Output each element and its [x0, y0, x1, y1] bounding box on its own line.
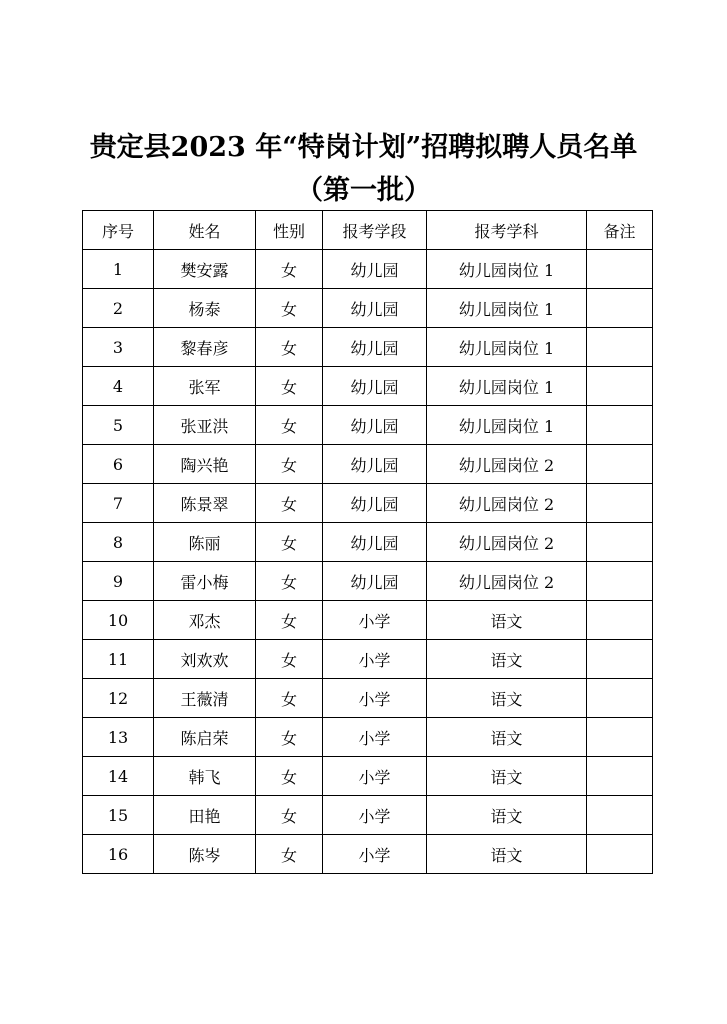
table-row [83, 835, 653, 874]
table-header-row [83, 211, 653, 250]
cell-stage: 小学 [323, 679, 427, 718]
header-remark: 备注 [587, 211, 653, 250]
cell-remark [587, 718, 653, 757]
cell-number: 12 [83, 679, 154, 718]
cell-name: 邓杰 [154, 601, 256, 640]
page-subtitle: （第一批） [296, 175, 431, 206]
cell-gender: 女 [256, 640, 323, 679]
cell-remark [587, 562, 653, 601]
cell-subject: 幼儿园岗位 1 [427, 289, 587, 328]
cell-gender: 女 [256, 250, 323, 289]
cell-gender: 女 [256, 406, 323, 445]
cell-gender: 女 [256, 367, 323, 406]
cell-number: 7 [83, 484, 154, 523]
cell-stage: 幼儿园 [323, 367, 427, 406]
cell-remark [587, 445, 653, 484]
page-title: 贵定县2023 年“特岗计划”招聘拟聘人员名单 [89, 132, 638, 163]
cell-number: 13 [83, 718, 154, 757]
cell-remark [587, 328, 653, 367]
cell-remark [587, 484, 653, 523]
cell-name: 张亚洪 [154, 406, 256, 445]
cell-stage: 小学 [323, 718, 427, 757]
cell-number: 5 [83, 406, 154, 445]
table-row [83, 601, 653, 640]
cell-number: 9 [83, 562, 154, 601]
header-subject: 报考学科 [427, 211, 587, 250]
table-body [83, 250, 653, 874]
cell-name: 陈丽 [154, 523, 256, 562]
table-row [83, 445, 653, 484]
cell-name: 田艳 [154, 796, 256, 835]
cell-subject: 语文 [427, 640, 587, 679]
cell-gender: 女 [256, 445, 323, 484]
cell-gender: 女 [256, 523, 323, 562]
cell-gender: 女 [256, 757, 323, 796]
table-row [83, 640, 653, 679]
cell-gender: 女 [256, 289, 323, 328]
cell-name: 王薇清 [154, 679, 256, 718]
cell-gender: 女 [256, 562, 323, 601]
cell-stage: 小学 [323, 601, 427, 640]
cell-stage: 幼儿园 [323, 562, 427, 601]
table-row [83, 250, 653, 289]
cell-remark [587, 679, 653, 718]
cell-number: 14 [83, 757, 154, 796]
cell-stage: 幼儿园 [323, 250, 427, 289]
cell-gender: 女 [256, 835, 323, 874]
header-stage: 报考学段 [323, 211, 427, 250]
table-row [83, 523, 653, 562]
cell-name: 杨泰 [154, 289, 256, 328]
table-row [83, 406, 653, 445]
cell-name: 陈启荣 [154, 718, 256, 757]
cell-name: 樊安露 [154, 250, 256, 289]
cell-stage: 小学 [323, 640, 427, 679]
cell-stage: 幼儿园 [323, 289, 427, 328]
cell-gender: 女 [256, 484, 323, 523]
cell-number: 6 [83, 445, 154, 484]
cell-stage: 小学 [323, 835, 427, 874]
cell-number: 16 [83, 835, 154, 874]
cell-subject: 幼儿园岗位 1 [427, 328, 587, 367]
cell-subject: 幼儿园岗位 1 [427, 367, 587, 406]
cell-name: 陈景翠 [154, 484, 256, 523]
cell-stage: 幼儿园 [323, 445, 427, 484]
cell-name: 韩飞 [154, 757, 256, 796]
cell-subject: 语文 [427, 718, 587, 757]
header-number: 序号 [83, 211, 154, 250]
cell-number: 11 [83, 640, 154, 679]
cell-remark [587, 523, 653, 562]
cell-subject: 语文 [427, 835, 587, 874]
cell-remark [587, 601, 653, 640]
table-row [83, 328, 653, 367]
cell-subject: 幼儿园岗位 2 [427, 484, 587, 523]
cell-name: 刘欢欢 [154, 640, 256, 679]
cell-remark [587, 796, 653, 835]
cell-gender: 女 [256, 328, 323, 367]
cell-stage: 幼儿园 [323, 406, 427, 445]
cell-number: 8 [83, 523, 154, 562]
cell-number: 2 [83, 289, 154, 328]
cell-subject: 语文 [427, 679, 587, 718]
cell-gender: 女 [256, 718, 323, 757]
cell-subject: 幼儿园岗位 1 [427, 250, 587, 289]
table-row [83, 757, 653, 796]
cell-subject: 语文 [427, 601, 587, 640]
cell-number: 15 [83, 796, 154, 835]
cell-remark [587, 250, 653, 289]
cell-subject: 幼儿园岗位 2 [427, 523, 587, 562]
cell-stage: 小学 [323, 757, 427, 796]
roster-table [82, 210, 653, 874]
table-row [83, 562, 653, 601]
cell-remark [587, 835, 653, 874]
table-row [83, 484, 653, 523]
table-row [83, 796, 653, 835]
cell-remark [587, 367, 653, 406]
table-row [83, 679, 653, 718]
cell-subject: 幼儿园岗位 2 [427, 562, 587, 601]
cell-remark [587, 289, 653, 328]
cell-remark [587, 757, 653, 796]
cell-stage: 小学 [323, 796, 427, 835]
cell-name: 张军 [154, 367, 256, 406]
cell-number: 1 [83, 250, 154, 289]
cell-name: 陈岑 [154, 835, 256, 874]
cell-subject: 语文 [427, 796, 587, 835]
cell-subject: 幼儿园岗位 1 [427, 406, 587, 445]
header-name: 姓名 [154, 211, 256, 250]
table-row [83, 367, 653, 406]
cell-stage: 幼儿园 [323, 328, 427, 367]
cell-gender: 女 [256, 796, 323, 835]
cell-number: 10 [83, 601, 154, 640]
cell-subject: 幼儿园岗位 2 [427, 445, 587, 484]
cell-remark [587, 640, 653, 679]
cell-subject: 语文 [427, 757, 587, 796]
header-gender: 性别 [256, 211, 323, 250]
cell-stage: 幼儿园 [323, 484, 427, 523]
cell-stage: 幼儿园 [323, 523, 427, 562]
cell-name: 陶兴艳 [154, 445, 256, 484]
cell-number: 4 [83, 367, 154, 406]
cell-remark [587, 406, 653, 445]
cell-number: 3 [83, 328, 154, 367]
cell-name: 黎春彦 [154, 328, 256, 367]
table-row [83, 718, 653, 757]
cell-gender: 女 [256, 679, 323, 718]
cell-name: 雷小梅 [154, 562, 256, 601]
table-row [83, 289, 653, 328]
cell-gender: 女 [256, 601, 323, 640]
